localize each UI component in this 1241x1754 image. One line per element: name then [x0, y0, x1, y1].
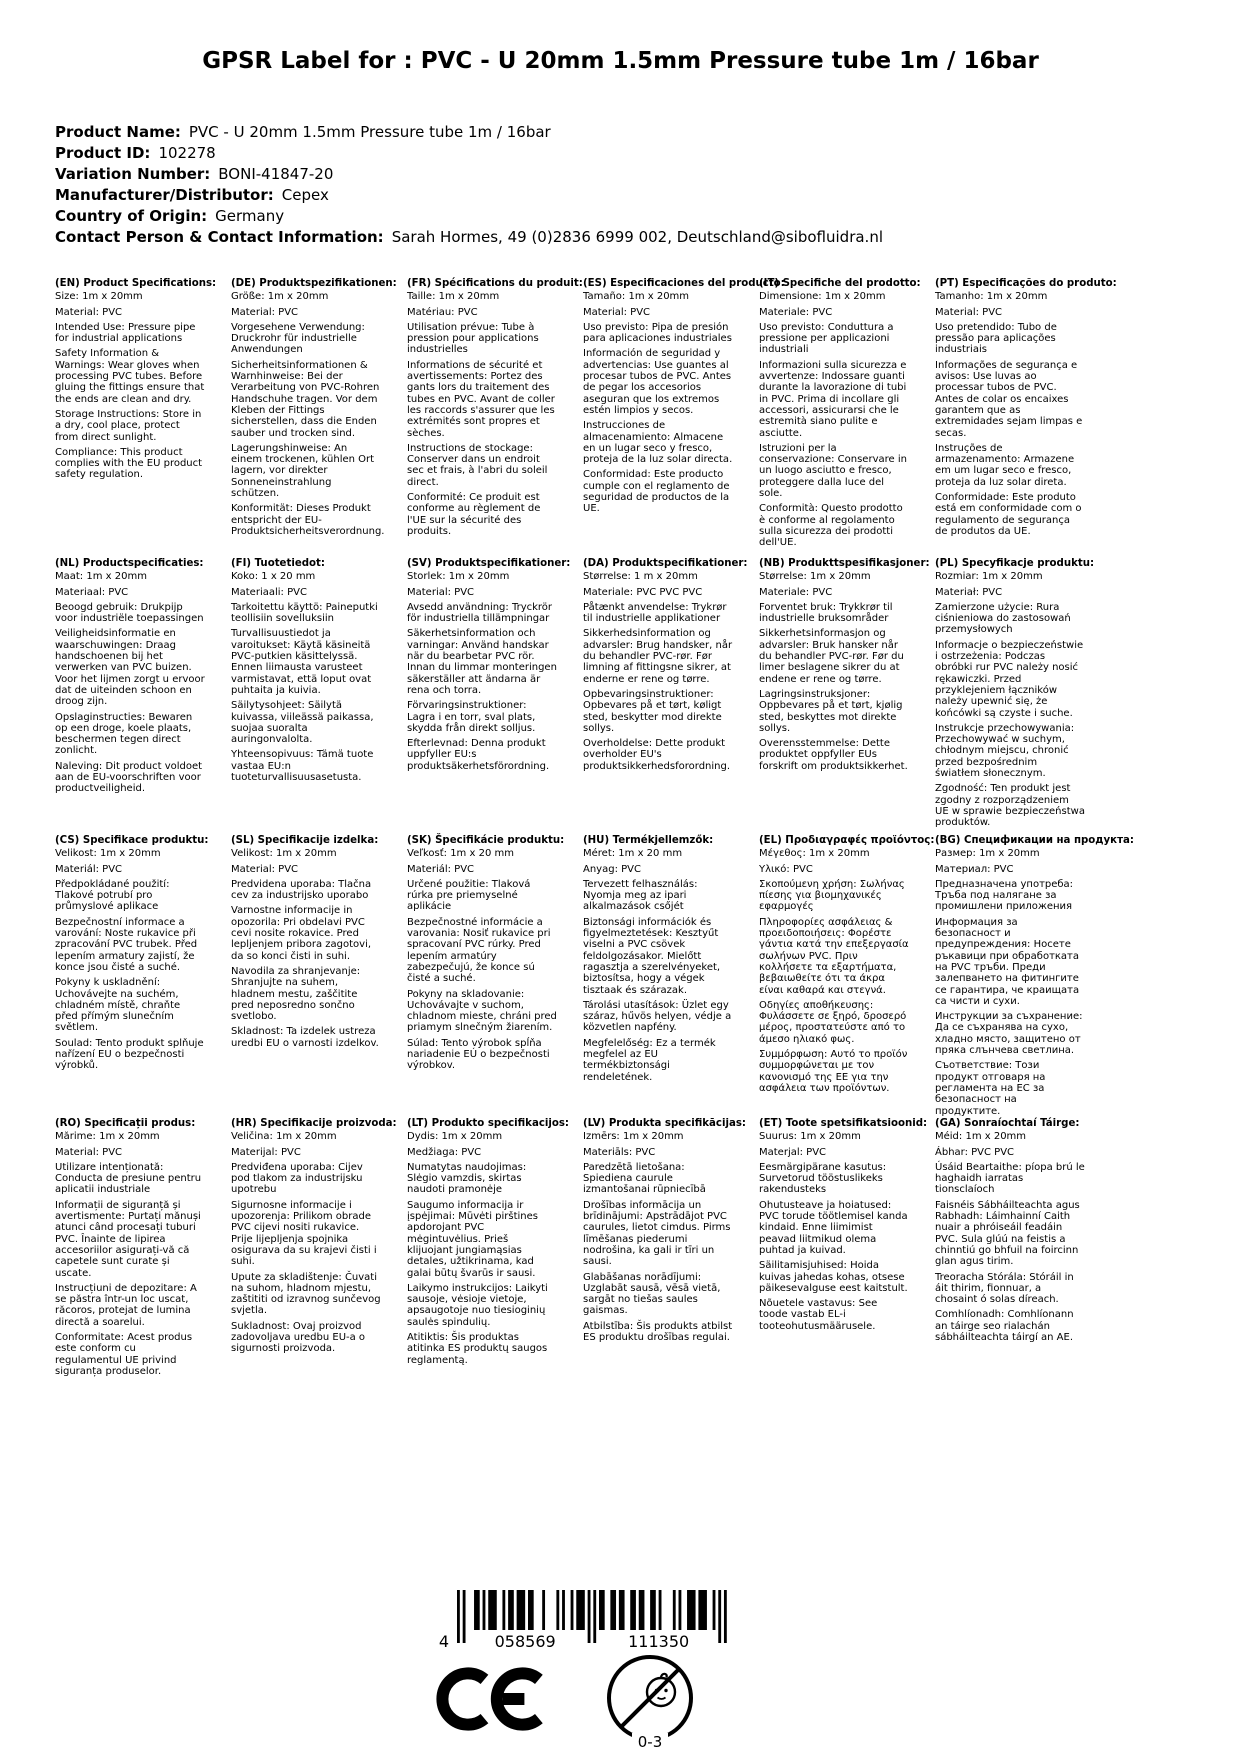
lang-block-pt — [935, 278, 1117, 558]
product-info — [55, 122, 883, 248]
lang-block-fi — [231, 558, 381, 835]
lang-block-paragraph: Tamanho: 1m x 20mm — [935, 291, 1048, 303]
lang-block-paragraph: Navodila za shranjevanje: Shranjujte na suhem, hladnem mestu, zaščitite pred neposredno sončno svetlobo. — [231, 965, 361, 1023]
lang-block-paragraph: Materiał: PVC — [935, 586, 1003, 598]
lang-block-es — [583, 278, 785, 558]
lang-block-paragraph: Materiāls: PVC — [583, 1146, 656, 1158]
lang-block-de — [231, 278, 397, 558]
product-info-value: BONI-41847-20 — [218, 165, 334, 183]
lang-block-paragraph: Comhlíonadh: Comhlíonann an táirge seo rialachán sábháilteachta táirgí an AE. — [935, 1309, 1074, 1344]
lang-block-paragraph: Tervezett felhasználás: Nyomja meg az ipari alkalmazások csőjét — [583, 878, 698, 913]
lang-block-paragraph: Instructions de stockage: Conserver dans un endroit sec et frais, à l'abri du soleil direct. — [407, 442, 548, 488]
lang-block-paragraph: Sikkerhedsinformation og advarsler: Brug handsker, når du behandler PVC-rør. Før limning af fittingsne sikrer, at enderne er rene og tørre. — [583, 628, 733, 685]
lang-block-paragraph: Atbilstība: Šis produkts atbilst ES produktu drošības regulai. — [583, 1320, 733, 1344]
lang-block-title: (SL) Specifikacije izdelka: — [231, 835, 379, 846]
language-blocks-grid — [55, 278, 1185, 1381]
lang-block-cs — [55, 835, 209, 1118]
lang-block-lt — [407, 1118, 569, 1381]
lang-block-title: (IT) Specifiche del prodotto: — [759, 278, 921, 289]
lang-block-title: (NL) Productspecificaties: — [55, 558, 204, 569]
lang-block-paragraph: Opbevaringsinstruktioner: Opbevares på et tørt, køligt sted, beskytter mod direkte sollys. — [583, 688, 722, 734]
lang-block-title: (LT) Produkto specifikacijos: — [407, 1118, 569, 1129]
product-info-row — [55, 143, 883, 164]
lang-block-paragraph: Материал: PVC — [935, 863, 1014, 875]
lang-block-paragraph: Efterlevnad: Denna produkt uppfyller EU:s produktsäkerhetsförordning. — [407, 738, 550, 772]
lang-block-paragraph: Instrucțiuni de depozitare: A se păstra într-un loc uscat, răcoros, protejat de lumina directă a soarelui. — [55, 1282, 197, 1328]
lang-block-paragraph: Předpokládané použití: Tlakové potrubí pro průmyslové aplikace — [55, 878, 170, 913]
lang-block-paragraph: Vorgesehene Verwendung: Druckrohr für industrielle Anwendungen — [231, 321, 365, 356]
lang-block-title: (HU) Termékjellemzők: — [583, 835, 714, 846]
lang-block-title: (PL) Specyfikacje produktu: — [935, 558, 1095, 569]
lang-block-paragraph: Koko: 1 x 20 mm — [231, 571, 316, 583]
lang-block-paragraph: Forventet bruk: Trykkrør til industrielle bruksområder — [759, 601, 893, 625]
lang-block-en — [55, 278, 217, 558]
lang-block-paragraph: Materiál: PVC — [407, 863, 475, 875]
lang-block-paragraph: Material: PVC — [583, 306, 651, 318]
lang-block-paragraph: Material: PVC — [407, 586, 475, 598]
product-info-value: 102278 — [158, 144, 216, 162]
product-info-label: Variation Number: — [55, 165, 211, 183]
lang-block-paragraph: Konformität: Dieses Produkt entspricht der EU-Produktsicherheitsverordnung. — [231, 503, 385, 537]
lang-block-paragraph: Úsáid Beartaithe: píopa brú le haghaidh iarratas tionsclaíoch — [935, 1161, 1085, 1196]
lang-block-title: (EL) Προδιαγραφές προϊόντος: — [759, 835, 935, 846]
lang-block-paragraph: Materjal: PVC — [759, 1146, 827, 1158]
lang-block-paragraph: Predvidena uporaba: Tlačna cev za industrijsko uporabo — [231, 878, 372, 902]
lang-block-paragraph: Predviđena uporaba: Cijev pod tlakom za industrijsku upotrebu — [231, 1161, 363, 1196]
lang-block-paragraph: Instrukcje przechowywania: Przechowywać w suchym, chłodnym miejscu, chronić przed bezpośrednim światłem słonecznym. — [935, 722, 1075, 780]
lang-block-sv — [407, 558, 571, 835]
lang-block-paragraph: Materiaali: PVC — [231, 586, 307, 598]
lang-block-paragraph: Anyag: PVC — [583, 863, 641, 875]
lang-block-paragraph: Saugumo informacija ir įspėjimai: Mūvėti pirštines apdorojant PVC mėgintuvėlius. Prieš klijuojant jungiamąsias detales, užtikrinama, kad galai būtų švarūs ir sausi. — [407, 1199, 539, 1279]
lang-block-paragraph: Yhteensopivuus: Tämä tuote vastaa EU:n tuoteturvallisuusasetusta. — [231, 749, 374, 784]
lang-block-paragraph: Materijal: PVC — [231, 1146, 301, 1158]
lang-block-paragraph: Informations de sécurité et avertissements: Portez des gants lors du traitement des tubes en PVC. Avant de coller les raccords s'assurer que les extrémités sont propres et sèches. — [407, 359, 555, 439]
lang-block-paragraph: Zgodność: Ten produkt jest zgodny z rozporządzeniem UE w sprawie bezpieczeństwa produktów. — [935, 783, 1085, 829]
lang-block-pl — [935, 558, 1095, 835]
lang-block-title: (DE) Produktspezifikationen: — [231, 278, 397, 289]
product-info-value: Sarah Hormes, 49 (0)2836 6999 002, Deutschland@sibofluidra.nl — [391, 228, 883, 246]
lang-block-sl — [231, 835, 381, 1118]
lang-block-paragraph: Mărime: 1m x 20mm — [55, 1131, 160, 1143]
lang-block-paragraph: Veličina: 1m x 20mm — [231, 1131, 337, 1143]
lang-block-paragraph: Σκοπούμενη χρήση: Σωλήνας πίεσης για βιομηχανικές εφαρμογές — [759, 878, 905, 913]
lang-block-paragraph: Material: PVC — [55, 306, 123, 318]
lang-block-paragraph: Veiligheidsinformatie en waarschuwingen: Draag handschoenen bij het verwerken van PVC buizen. Voor het lijmen zorgt u ervoor dat de uiteinden schoon en droog zijn. — [55, 628, 205, 708]
lang-block-nl — [55, 558, 205, 835]
lang-block-paragraph: Información de seguridad y advertencias: Use guantes al procesar tubos de PVC. Antes de pegar los accesorios aseguran que los extremos estén limpios y secos. — [583, 348, 732, 416]
age-warning-label: 0-3 — [637, 1733, 663, 1751]
lang-block-paragraph: Určené použitie: Tlaková rúrka pre priemyselné aplikácie — [407, 878, 531, 913]
lang-block-fr — [407, 278, 583, 558]
lang-block-paragraph: Informații de siguranță și avertismente: Purtați mănuși atunci când procesați tuburi PVC. Înainte de lipirea accesoriilor asigurați-vă că capetele sunt curate și uscate. — [55, 1199, 201, 1279]
lang-block-title: (PT) Especificações do produto: — [935, 278, 1117, 289]
barcode-first-digit: 4 — [438, 1632, 450, 1651]
lang-block-paragraph: Bezpečnostné informácie a varovania: Nosiť rukavice pri spracovaní PVC rúrky. Pred lepením armatúry zabezpečujú, že konce sú čisté a suché. — [407, 916, 551, 985]
page-title: GPSR Label for : PVC - U 20mm 1.5mm Pressure tube 1m / 16bar — [202, 48, 1039, 74]
lang-block-paragraph: Materiaal: PVC — [55, 586, 129, 598]
lang-block-paragraph: Intended Use: Pressure pipe for industrial applications — [55, 321, 196, 345]
lang-block-paragraph: Soulad: Tento produkt splňuje nařízení EU o bezpečnosti výrobků. — [55, 1037, 204, 1072]
lang-block-paragraph: Tarkoitettu käyttö: Paineputki teollisiin sovelluksiin — [231, 601, 378, 625]
lang-block-paragraph: Taille: 1m x 20mm — [407, 291, 500, 303]
lang-block-paragraph: Skladnost: Ta izdelek ustreza uredbi EU o varnosti izdelkov. — [231, 1026, 379, 1049]
lang-block-paragraph: Rozmiar: 1m x 20mm — [935, 571, 1043, 583]
lang-block-title: (FR) Spécifications du produit: — [407, 278, 583, 289]
lang-block-paragraph: Säilitamisjuhised: Hoida kuivas jahedas kohas, otsese päikesevalguse eest kaitstult. — [759, 1260, 908, 1294]
lang-block-et — [759, 1118, 928, 1381]
lang-block-title: (ET) Toote spetsifikatsioonid: — [759, 1118, 928, 1129]
lang-block-paragraph: Sikkerhetsinformasjon og advarsler: Bruk hansker når du behandler PVC-rør. Før du limer beslagene sikrer du at endene er rene og tørre. — [759, 628, 904, 685]
lang-block-ga — [935, 1118, 1085, 1381]
lang-block-it — [759, 278, 921, 558]
lang-block-paragraph: Medžiaga: PVC — [407, 1146, 482, 1158]
lang-block-paragraph: Informações de segurança e avisos: Use luvas ao processar tubos de PVC. Antes de colar os encaixes garantem que as extremidades sejam limpas e secas. — [935, 359, 1083, 439]
lang-block-paragraph: Informazioni sulla sicurezza e avvertenze: Indossare guanti durante la lavorazione di tubi in PVC. Prima di incollare gli accessori, assicurarsi che le estremità siano pulite e asciutte. — [759, 359, 907, 439]
product-info-row — [55, 206, 883, 227]
lang-block-paragraph: Overensstemmelse: Dette produktet oppfyller EUs forskrift om produktsikkerhet. — [759, 738, 908, 772]
lang-block-title: (CS) Specifikace produktu: — [55, 835, 209, 846]
lang-block-paragraph: Overholdelse: Dette produkt overholder EU's produktsikkerhedsforordning. — [583, 738, 731, 772]
barcode-bars-icon — [433, 1590, 733, 1652]
lang-block-paragraph: Säkerhetsinformation och varningar: Använd handskar när du bearbetar PVC rör. Innan du limmar monteringen säkerställer att ändarna är rena och torra. — [407, 628, 557, 696]
lang-block-paragraph: Varnostne informacije in opozorila: Pri obdelavi PVC cevi nosite rokavice. Pred lepljenjem pribora zagotovi, da so konci čisti in suhi. — [231, 905, 372, 962]
lang-block-paragraph: Material: PVC — [55, 1146, 123, 1158]
product-info-label: Product ID: — [55, 144, 151, 162]
lang-block-lv — [583, 1118, 746, 1381]
lang-block-hu — [583, 835, 733, 1118]
lang-block-paragraph: Storlek: 1m x 20mm — [407, 571, 510, 583]
lang-block-paragraph: Размер: 1m x 20mm — [935, 848, 1040, 860]
lang-block-paragraph: Naleving: Dit product voldoet aan de EU-voorschriften voor productveiligheid. — [55, 760, 203, 795]
product-info-value: Cepex — [281, 186, 329, 204]
lang-block-title: (FI) Tuotetiedot: — [231, 558, 325, 569]
lang-block-paragraph: Veľkosť: 1m x 20 mm — [407, 848, 514, 860]
lang-block-paragraph: Utilisation prévue: Tube à pression pour applications industrielles — [407, 321, 539, 356]
lang-block-paragraph: Tamaño: 1m x 20mm — [583, 291, 690, 303]
lang-block-paragraph: Istruzioni per la conservazione: Conservare in un luogo asciutto e fresco, proteggere dalla luce del sole. — [759, 442, 907, 500]
lang-block-paragraph: Matériau: PVC — [407, 306, 478, 318]
lang-block-title: (EN) Product Specifications: — [55, 278, 217, 289]
lang-block-paragraph: Velikost: 1m x 20mm — [55, 848, 161, 860]
lang-block-paragraph: Conformitate: Acest produs este conform cu regulamentul UE privind siguranța produselor. — [55, 1332, 193, 1377]
lang-block-paragraph: Materiál: PVC — [55, 863, 123, 875]
product-info-row — [55, 227, 883, 248]
lang-block-paragraph: Uso pretendido: Tubo de pressão para aplicações industriais — [935, 321, 1057, 356]
lang-block-paragraph: Numatytas naudojimas: Slėgio vamzdis, skirtas naudoti pramonėje — [407, 1161, 527, 1196]
lang-block-paragraph: Πληροφορίες ασφάλειας & προειδοποιήσεις: Φορέστε γάντια κατά την επεξεργασία σωλήνων PVC. Πριν κολλήσετε τα εξαρτήματα, βεβαιωθείτε ότι τα άκρα είναι καθαρά και στεγνά. — [759, 916, 909, 996]
age-warning-icon — [604, 1652, 696, 1752]
lang-block-hr — [231, 1118, 397, 1381]
lang-block-paragraph: Zamierzone użycie: Rura ciśnieniowa do zastosowań przemysłowych — [935, 601, 1071, 636]
lang-block-paragraph: Συμμόρφωση: Αυτό το προϊόν συμμορφώνεται με τον κανονισμό της ΕΕ για την ασφάλεια των προϊόντων. — [759, 1049, 908, 1094]
lang-block-paragraph: Ábhar: PVC PVC — [935, 1146, 1015, 1158]
product-info-row — [55, 185, 883, 206]
lang-block-paragraph: Bezpečnostní informace a varování: Noste rukavice při zpracování PVC trubek. Před lepením armatury zajistí, že konce jsou čisté a suché. — [55, 916, 198, 973]
lang-block-paragraph: Påtænkt anvendelse: Trykrør til industrielle applikationer — [583, 601, 727, 625]
lang-block-title: (GA) Sonraíochtaí Táirge: — [935, 1118, 1080, 1129]
product-info-label: Product Name: — [55, 123, 181, 141]
lang-block-paragraph: Sicherheitsinformationen & Warnhinweise: Bei der Verarbeitung von PVC-Rohren Handschuhe tragen. Vor dem Kleben der Fittings sicherstellen, dass die Enden sauber und trocken sind. — [231, 359, 380, 439]
lang-block-paragraph: Avsedd användning: Tryckrör för industriella tillämpningar — [407, 601, 553, 625]
lang-block-paragraph: Lagringsinstruksjoner: Oppbevares på et tørt, kjølig sted, beskyttes mot direkte sollys. — [759, 688, 903, 734]
product-info-label: Manufacturer/Distributor: — [55, 186, 274, 204]
lang-block-paragraph: Sigurnosne informacije i upozorenja: Prilikom obrade PVC cijevi nositi rukavice. Prije lijepljenja spojnika osigurava da su krajevi čisti i suhi. — [231, 1199, 377, 1268]
lang-block-paragraph: Paredzētā lietošana: Spiediena caurule izmantošanai rūpniecībā — [583, 1161, 706, 1196]
lang-block-paragraph: Pokyny na skladovanie: Uchovávajte v suchom, chladnom mieste, chráni pred priamym slnečným žiarením. — [407, 988, 557, 1034]
lang-block-paragraph: Size: 1m x 20mm — [55, 291, 143, 303]
lang-block-paragraph: Инструкции за съхранение: Да се съхранява на сухо, хладно място, защитено от пряка слънчева светлина. — [935, 1011, 1083, 1057]
lang-block-paragraph: Informacje o bezpieczeństwie i ostrzeżenia: Podczas obróbki rur PVC należy nosić rękawiczki. Przed przyklejeniem łączników należy upewnić się, że końcówki są czyste i suche. — [935, 639, 1084, 719]
lang-block-paragraph: Pokyny k uskladnění: Uchovávejte na suchém, chladném místě, chraňte před přímým slunečním světlem. — [55, 977, 181, 1034]
lang-block-paragraph: Größe: 1m x 20mm — [231, 291, 329, 303]
lang-block-paragraph: Laikymo instrukcijos: Laikyti sausoje, vėsioje vietoje, apsaugotoje nuo tiesioginių saulės spindulių. — [407, 1282, 548, 1328]
lang-block-paragraph: Megfelelőség: Ez a termék megfelel az EU termékbiztonsági rendeletének. — [583, 1037, 716, 1083]
product-info-value: PVC - U 20mm 1.5mm Pressure tube 1m / 16bar — [188, 123, 551, 141]
product-info-row — [55, 122, 883, 143]
lang-block-paragraph: Sukladnost: Ovaj proizvod zadovoljava uredbu EU-a o sigurnosti proizvoda. — [231, 1320, 366, 1355]
lang-block-ro — [55, 1118, 205, 1381]
product-info-label: Country of Origin: — [55, 207, 208, 225]
lang-block-paragraph: Nõuetele vastavus: See toode vastab EL-i tooteohutusmäärusele. — [759, 1298, 878, 1332]
lang-block-paragraph: Οδηγίες αποθήκευσης: Φυλάσσετε σε ξηρό, δροσερό μέρος, προστατεύστε από το άμεσο ηλιακό φως. — [759, 999, 907, 1045]
lang-block-paragraph: Eesmärgipärane kasutus: Survetorud tööstuslikeks rakendusteks — [759, 1161, 887, 1196]
lang-block-paragraph: Instruções de armazenamento: Armazene em um lugar seco e fresco, proteja da luz solar direta. — [935, 442, 1075, 488]
lang-block-paragraph: Material: PVC — [231, 863, 299, 875]
lang-block-paragraph: Compliance: This product complies with the EU product safety regulation. — [55, 446, 203, 481]
lang-block-paragraph: Izmērs: 1m x 20mm — [583, 1131, 684, 1143]
lang-block-da — [583, 558, 748, 835]
lang-block-paragraph: Conformidade: Este produto está em conformidade com o regulamento de segurança de produtos da UE. — [935, 492, 1082, 537]
lang-block-paragraph: Информация за безопасност и предупреждения: Носете ръкавици при обработката на PVC тръби. Преди залепването на фитингите се гарантира, че краищата са чисти и сухи. — [935, 916, 1080, 1007]
lang-block-sk — [407, 835, 565, 1118]
lang-block-paragraph: Turvallisuustiedot ja varoitukset: Käytä käsineitä PVC-putkien käsittelyssä. Ennen liimausta varusteet varmistavat, että loput ovat puhtaita ja kuivia. — [231, 628, 372, 696]
lang-block-title: (DA) Produktspecifikationer: — [583, 558, 748, 569]
lang-block-paragraph: Utilizare intenționată: Conducta de presiune pentru aplicatii industriale — [55, 1161, 202, 1196]
lang-block-title: (HR) Specifikacije proizvoda: — [231, 1118, 397, 1129]
lang-block-title: (LV) Produkta specifikācijas: — [583, 1118, 746, 1129]
lang-block-title: (NB) Produkttspesifikasjoner: — [759, 558, 930, 569]
lang-block-paragraph: Størrelse: 1 m x 20mm — [583, 571, 698, 583]
lang-block-paragraph: Предназначена употреба: Тръба под налягане за промишлени приложения — [935, 878, 1074, 913]
lang-block-paragraph: Υλικό: PVC — [759, 863, 813, 875]
lang-block-paragraph: Treoracha Stórála: Stóráil in áit thirim, fionnuar, a chosaint ó solas díreach. — [935, 1271, 1074, 1306]
lang-block-paragraph: Upute za skladištenje: Čuvati na suhom, hladnom mjestu, zaštititi od izravnog sunčevog svjetla. — [231, 1271, 381, 1317]
ce-letter-e-bar — [503, 1693, 525, 1705]
lang-block-paragraph: Material: PVC — [231, 306, 299, 318]
lang-block-title: (SV) Produktspecifikationer: — [407, 558, 571, 569]
lang-block-paragraph: Opslaginstructies: Bewaren op een droge, koele plaats, beschermen tegen direct zonlicht. — [55, 711, 193, 757]
lang-block-paragraph: Glabāšanas norādījumi: Uzglabāt sausā, vēsā vietā, sargāt no tiešas saules gaismas. — [583, 1271, 721, 1317]
lang-block-title: (SK) Špecifikácie produktu: — [407, 835, 565, 846]
lang-block-paragraph: Uso previsto: Conduttura a pressione per applicazioni industriali — [759, 321, 894, 356]
prohibition-slash — [621, 1669, 679, 1727]
lang-block-title: (BG) Спецификации на продукта: — [935, 835, 1134, 846]
barcode-right-digits: 111350 — [628, 1632, 690, 1651]
lang-block-paragraph: Storage Instructions: Store in a dry, cool place, protect from direct sunlight. — [55, 408, 202, 443]
product-info-row — [55, 164, 883, 185]
barcode-left-digits: 058569 — [494, 1632, 556, 1651]
lang-block-paragraph: Съответствие: Този продукт отговаря на регламента на ЕС за безопасност на продуктите. — [935, 1060, 1046, 1117]
lang-block-paragraph: Materiale: PVC — [759, 586, 833, 598]
lang-block-paragraph: Material: PVC — [935, 306, 1003, 318]
lang-block-paragraph: Súlad: Tento výrobok spĺňa nariadenie EÚ o bezpečnosti výrobkov. — [407, 1037, 550, 1072]
lang-block-paragraph: Maat: 1m x 20mm — [55, 571, 147, 583]
lang-block-title: (RO) Specificații produs: — [55, 1118, 196, 1129]
lang-block-paragraph: Tárolási utasítások: Üzlet egy száraz, hűvös helyen, védje a közvetlen napfény. — [583, 999, 732, 1034]
lang-block-paragraph: Lagerungshinweise: An einem trockenen, kühlen Ort lagern, vor direkter Sonneneinstrahlung schützen. — [231, 442, 375, 500]
lang-block-bg — [935, 835, 1134, 1118]
lang-block-paragraph: Størrelse: 1m x 20mm — [759, 571, 871, 583]
lang-block-paragraph: Ohutusteave ja hoiatused: PVC torude töötlemisel kanda kindaid. Enne liimimist peavad liitmikud olema puhtad ja kuivad. — [759, 1199, 908, 1256]
lang-block-paragraph: Faisnéis Sábháilteachta agus Rabhadh: Láimhainní Caith nuair a phróiseáil feadáin PVC. Sula glúú na feistis a chinntiú go bhfuil na foircinn glan agus tirim. — [935, 1199, 1080, 1268]
lang-block-paragraph: Conformità: Questo prodotto è conforme al regolamento sulla sicurezza dei prodotti dell'UE. — [759, 503, 903, 549]
lang-block-paragraph: Atitiktis: Šis produktas atitinka ES produktų saugos reglamentą. — [407, 1332, 548, 1366]
lang-block-paragraph: Biztonsági információk és figyelmeztetések: Kesztyűt viselni a PVC csövek feldolgozásakor. Mielőtt ragasztja a szerelvényeket, biztosítsa, hogy a végek tisztaak és szárazak. — [583, 916, 721, 996]
lang-block-paragraph: Méret: 1m x 20 mm — [583, 848, 683, 860]
lang-block-paragraph: Instrucciones de almacenamiento: Almacene en un lugar seco y fresco, proteja de la luz solar directa. — [583, 420, 733, 466]
lang-block-paragraph: Safety Information & Warnings: Wear gloves when processing PVC tubes. Before gluing the fittings ensure that the ends are clean and dry. — [55, 348, 205, 405]
lang-block-el — [759, 835, 935, 1118]
product-info-value: Germany — [215, 207, 285, 225]
lang-block-nb — [759, 558, 930, 835]
ce-mark-icon — [436, 1663, 556, 1735]
lang-block-paragraph: Förvaringsinstruktioner: Lagra i en torr, sval plats, skydda från direkt solljus. — [407, 700, 536, 734]
lang-block-paragraph: Conformité: Ce produit est conforme au règlement de l'UE sur la sécurité des produits. — [407, 492, 541, 537]
lang-block-paragraph: Materiale: PVC PVC PVC — [583, 586, 703, 598]
product-info-label: Contact Person & Contact Information: — [55, 228, 384, 246]
lang-block-paragraph: Velikost: 1m x 20mm — [231, 848, 337, 860]
lang-block-paragraph: Uso previsto: Pipa de presión para aplicaciones industriales — [583, 321, 732, 345]
lang-block-paragraph: Säilytysohjeet: Säilytä kuivassa, viileässä paikassa, suojaa suoralta auringonvalolta. — [231, 700, 374, 746]
lang-block-title: (ES) Especificaciones del producto: — [583, 278, 785, 289]
lang-block-paragraph: Dydis: 1m x 20mm — [407, 1131, 503, 1143]
lang-block-paragraph: Μέγεθος: 1m x 20mm — [759, 848, 870, 860]
ean13-barcode — [433, 1590, 733, 1656]
lang-block-paragraph: Dimensione: 1m x 20mm — [759, 291, 886, 303]
lang-block-paragraph: Beoogd gebruik: Drukpijp voor industriële toepassingen — [55, 601, 204, 625]
lang-block-paragraph: Conformidad: Este producto cumple con el reglamento de seguridad de productos de la UE. — [583, 469, 730, 515]
lang-block-paragraph: Materiale: PVC — [759, 306, 833, 318]
lang-block-paragraph: Méid: 1m x 20mm — [935, 1131, 1027, 1143]
ce-letter-c — [442, 1673, 484, 1724]
lang-block-paragraph: Suurus: 1m x 20mm — [759, 1131, 861, 1143]
lang-block-paragraph: Drošības informācija un brīdinājumi: Apstrādājot PVC caurules, lietot cimdus. Pirms līmēšanas piederumi nodrošina, ka gali ir tīri un sausi. — [583, 1199, 731, 1268]
